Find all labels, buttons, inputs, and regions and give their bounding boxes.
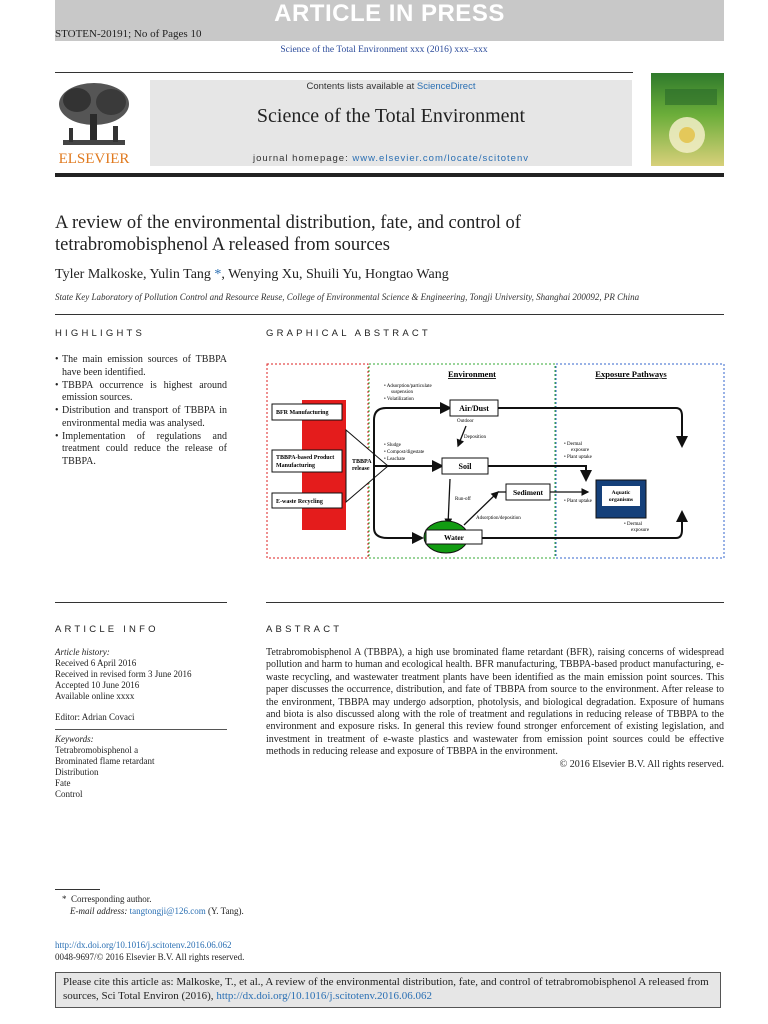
highlights-list — [55, 354, 227, 469]
journal-citation-line[interactable]: Science of the Total Environment xxx (2016) xxx–xxx — [280, 45, 488, 55]
keywords-label: Keywords: — [55, 734, 94, 744]
citation-text: Please cite this article as: Malkoske, T., et al., A review of the environmental distribution, fate, and control of tetrabromobisphenol A released from sources, Sci Total Environ (2016), — [63, 976, 709, 1002]
keyword: Fate — [55, 778, 71, 788]
doi-block — [55, 939, 244, 963]
article-info-block — [55, 647, 227, 800]
section-rule — [55, 314, 724, 315]
section-rule — [55, 602, 227, 603]
outdoor-label: Outdoor — [457, 419, 474, 424]
copyright: © 2016 Elsevier B.V. All rights reserved. — [559, 758, 724, 770]
graphical-abstract-heading: GRAPHICAL ABSTRACT — [266, 328, 431, 339]
soil-process-label: • Compost/digestate — [384, 450, 425, 455]
exposure-label: exposure — [631, 528, 650, 533]
runoff-label: Run-off — [455, 497, 471, 502]
abstract-heading: ABSTRACT — [266, 624, 343, 635]
adsorption-deposition-label: Adsorption/deposition — [476, 516, 521, 521]
history-label: Article history: — [55, 647, 110, 657]
manuscript-id: STOTEN-20191; No of Pages 10 — [55, 28, 202, 40]
doi-link[interactable]: http://dx.doi.org/10.1016/j.scitotenv.2016.06.062 — [55, 940, 232, 950]
history-entry: Available online xxxx — [55, 691, 135, 701]
issn-line: 0048-9697/© 2016 Elsevier B.V. All rights reserved. — [55, 952, 245, 962]
sciencedirect-link[interactable]: ScienceDirect — [416, 81, 476, 92]
abstract-block — [266, 647, 724, 771]
authors-part-2: , Wenying Xu, Shuili Yu, Hongtao Wang — [221, 267, 449, 282]
citation-doi-link[interactable]: http://dx.doi.org/10.1016/j.scitotenv.2016.06.062 — [216, 989, 433, 1002]
history-entry: Accepted 10 June 2016 — [55, 680, 140, 690]
exposure-label: • Plant uptake — [564, 499, 592, 504]
journal-cover-image — [651, 73, 724, 166]
authors-part-1: Tyler Malkoske, Yulin Tang — [55, 267, 215, 282]
aquatic-label: organisms — [608, 497, 634, 503]
history-entry: Received in revised form 3 June 2016 — [55, 669, 192, 679]
environment-label: Environment — [447, 369, 497, 379]
soil-process-label: • Leachate — [384, 457, 406, 462]
graphical-abstract-figure — [266, 362, 725, 560]
homepage-prefix: journal homepage: — [253, 153, 353, 164]
journal-homepage — [150, 153, 632, 164]
highlights-heading: HIGHLIGHTS — [55, 328, 146, 339]
exposure-label: • Plant uptake — [564, 455, 592, 460]
release-label: release — [352, 466, 370, 472]
highlight-item: • Implementation of regulations and treatment could reduce the release of TBBPA. — [55, 431, 227, 469]
corresponding-author-marker[interactable]: * — [214, 267, 222, 282]
soil-label: Soil — [458, 462, 472, 471]
contents-prefix: Contents lists available at — [306, 81, 417, 92]
history-entry: Received 6 April 2016 — [55, 658, 137, 668]
source-label: E-waste Recycling — [276, 499, 323, 505]
contents-line — [150, 81, 632, 92]
email-suffix: (Y. Tang). — [205, 906, 244, 916]
aquatic-label: Aquatic — [611, 490, 631, 496]
deposition-label: Deposition — [464, 435, 486, 440]
exposure-pathways-label: Exposure Pathways — [595, 369, 667, 379]
air-process-label: • Adsorption/particulate — [384, 384, 432, 389]
homepage-link[interactable]: www.elsevier.com/locate/scitotenv — [352, 153, 529, 164]
footnote — [62, 893, 244, 917]
highlight-item: • The main emission sources of TBBPA have been identified. — [55, 354, 227, 379]
source-label: BFR Manufacturing — [276, 410, 329, 416]
source-label: Manufacturing — [276, 463, 315, 469]
source-label: TBBPA-based Product — [276, 455, 335, 461]
air-dust-label: Air/Dust — [459, 404, 489, 413]
asterisk: * — [62, 894, 67, 904]
keyword: Brominated flame retardant — [55, 756, 155, 766]
header-thick-rule — [55, 173, 724, 177]
keyword: Tetrabromobisphenol a — [55, 745, 139, 755]
abstract-text: Tetrabromobisphenol A (TBBPA), a high use brominated flame retardant (BFR), raising concerns of widespread pollution and harm to human and ecological health. BFR manufacturing, TBBPA-based product manufacturing, e-waste recycling, and wastewater treatment plants have been identified as the main emission point sources. This paper discusses the occurrence, distribution, and fate of TBBPA from source to the environment. After release to the environment, TBBPA may undergo adsorption, photolysis, and biological degradation. Exposure of humans and biota is also discussed along with the role of treatment and regulations in reducing release of TBBPA to the environment and exposure risks. In general this review found stronger enforcement of existing legislation, and investment in treatment of e-waste plastics and wastewater from emission point sources could be effective methods in reducing release and exposure of TBBPA in the environment. — [266, 647, 724, 758]
exposure-label: • Dermal — [564, 442, 583, 447]
elsevier-logo — [55, 80, 133, 166]
article-title: A review of the environmental distribution, fate, and control of tetrabromobisphenol A released from sources — [55, 213, 521, 255]
corresponding-note: Corresponding author. — [71, 894, 152, 904]
keyword: Control — [55, 789, 83, 799]
highlight-item: • Distribution and transport of TBBPA in environmental media was analysed. — [55, 405, 227, 430]
email-link[interactable]: tangtongji@126.com — [129, 906, 206, 916]
section-rule — [266, 602, 724, 603]
email-label: E-mail address: — [70, 906, 130, 916]
editor: Editor: Adrian Covaci — [55, 712, 135, 722]
author-list — [55, 267, 449, 283]
journal-title: Science of the Total Environment — [256, 105, 526, 127]
citation-box — [55, 972, 721, 1008]
header-rule — [55, 72, 633, 73]
keywords-rule — [55, 729, 227, 730]
footnote-rule — [55, 889, 100, 890]
air-process-label: suspension — [391, 390, 413, 395]
water-label: Water — [444, 533, 464, 542]
exposure-label: exposure — [571, 448, 590, 453]
highlight-item: • TBBPA occurrence is highest around emission sources. — [55, 380, 227, 405]
affiliation: State Key Laboratory of Pollution Control and Resource Reuse, College of Environmental Science & Engineering, Tongji University, Shanghai 200092, PR China — [55, 292, 640, 302]
elsevier-wordmark: ELSEVIER — [58, 151, 130, 166]
article-in-press-banner: ARTICLE IN PRESS — [55, 0, 724, 27]
article-info-heading: ARTICLE INFO — [55, 624, 159, 635]
keyword: Distribution — [55, 767, 99, 777]
soil-process-label: • Sludge — [384, 443, 401, 448]
exposure-label: • Dermal — [624, 522, 643, 527]
release-label: TBBPA — [352, 459, 372, 465]
sediment-label: Sediment — [513, 488, 543, 497]
air-process-label: • Volatilization — [384, 397, 414, 402]
aquatic-label-bg — [602, 486, 640, 506]
